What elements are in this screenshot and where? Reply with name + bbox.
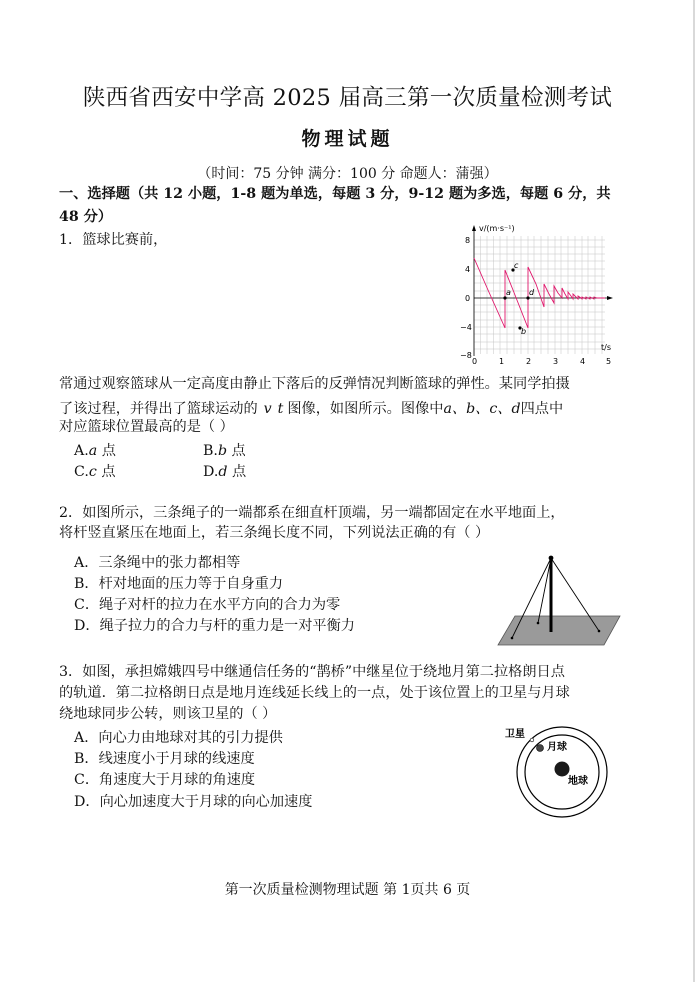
q3-option-a: A．向心力由地球对其的引力提供 <box>74 730 283 746</box>
q1-text-line2: 了该过程，并得出了篮球运动的 v t 图像，如图所示。图像中a、b、c、d四点中 <box>59 401 564 417</box>
q1-text-line1: 常通过观察篮球从一定高度由静止下落后的反弹情况判断篮球的弹性。某同学拍摄 <box>59 376 570 392</box>
label-earth: 地球 <box>568 776 588 787</box>
q2-option-b: B．杆对地面的压力等于自身重力 <box>74 576 284 592</box>
q3-option-b: B．线速度小于月球的线速度 <box>74 751 255 767</box>
xtick: 5 <box>606 357 612 366</box>
ytick: 4 <box>465 265 471 274</box>
xtick: 4 <box>580 357 586 366</box>
q2-text-line2: 将杆竖直紧压在地面上，若三条绳长度不同，下列说法正确的有（ ） <box>59 525 490 541</box>
q2-option-a: A．三条绳中的张力都相等 <box>74 555 241 571</box>
q1-option-a: A.a 点 <box>74 443 116 459</box>
graph-ylabel: v/(m·s⁻¹) <box>479 224 515 233</box>
point-label-d: d <box>529 288 535 297</box>
point-label-b: b <box>521 327 527 336</box>
q1-lead: 1．篮球比赛前， <box>59 232 168 248</box>
q1-option-b: B.b 点 <box>203 443 246 459</box>
q3-orbit-figure <box>502 722 617 820</box>
ground-plane <box>498 616 620 645</box>
satellite <box>530 738 534 742</box>
section-heading: 一、选择题（共 12 小题，1-8 题为单选，每题 3 分，9-12 题为多选，每题 6 分，共 <box>59 186 611 202</box>
ytick: −8 <box>460 351 472 360</box>
q1-text-line3: 对应篮球位置最高的是（ ） <box>59 419 234 435</box>
label-moon: 月球 <box>547 742 567 753</box>
xtick: 1 <box>499 357 505 366</box>
q3-text-line1: 3．如图，承担嫦娥四号中继通信任务的“鹊桥”中继星位于绕地月第二拉格朗日点 <box>59 664 565 680</box>
ytick: 8 <box>465 236 471 245</box>
point-label-a: a <box>506 288 511 297</box>
q1-option-d: D.d 点 <box>203 464 247 480</box>
label-satellite: 卫星 <box>505 729 525 740</box>
var-v: v <box>263 401 272 417</box>
q2-option-c: C．绳子对杆的拉力在水平方向的合力为零 <box>74 597 341 613</box>
q2-option-d: D．绳子拉力的合力与杆的重力是一对平衡力 <box>74 618 355 634</box>
point-label-c: c <box>514 261 519 270</box>
q1-vt-graph <box>455 222 615 368</box>
y-arrow <box>472 225 476 231</box>
page-footer: 第一次质量检测物理试题 第 1页共 6 页 <box>224 882 471 898</box>
q3-text-line3: 绕地球同步公转，则该卫星的（ ） <box>59 706 277 722</box>
earth <box>555 762 570 777</box>
xtick: 2 <box>526 357 532 366</box>
q2-pole-figure <box>495 552 625 649</box>
x-arrow <box>607 296 613 300</box>
rope-2 <box>538 558 551 623</box>
moon <box>537 745 544 752</box>
ytick: −4 <box>460 323 472 332</box>
q3-option-d: D．向心加速度大于月球的向心加速度 <box>74 794 313 810</box>
subject-title: 物理试题 <box>301 128 394 150</box>
graph-xlabel: t/s <box>601 343 611 352</box>
ytick: 0 <box>465 294 471 303</box>
xtick: 3 <box>553 357 559 366</box>
exam-title: 陕西省西安中学高 2025 届高三第一次质量检测考试 <box>82 85 613 111</box>
var-t: t <box>277 401 284 417</box>
q3-option-c: C．角速度大于月球的角速度 <box>74 772 256 788</box>
q1-option-c: C.c 点 <box>74 464 116 480</box>
section-heading-cont: 48 分） <box>59 209 113 225</box>
q2-text-line1: 2．如图所示，三条绳子的一端都系在细直杆顶端，另一端都固定在水平地面上， <box>59 505 565 521</box>
xtick: 0 <box>472 357 478 366</box>
q3-text-line2: 的轨道．第二拉格朗日点是地月连线延长线上的一点，处于该位置上的卫星与月球 <box>59 685 570 701</box>
exam-info: （时间：75 分钟 满分：100 分 命题人：蒲强） <box>197 166 498 182</box>
